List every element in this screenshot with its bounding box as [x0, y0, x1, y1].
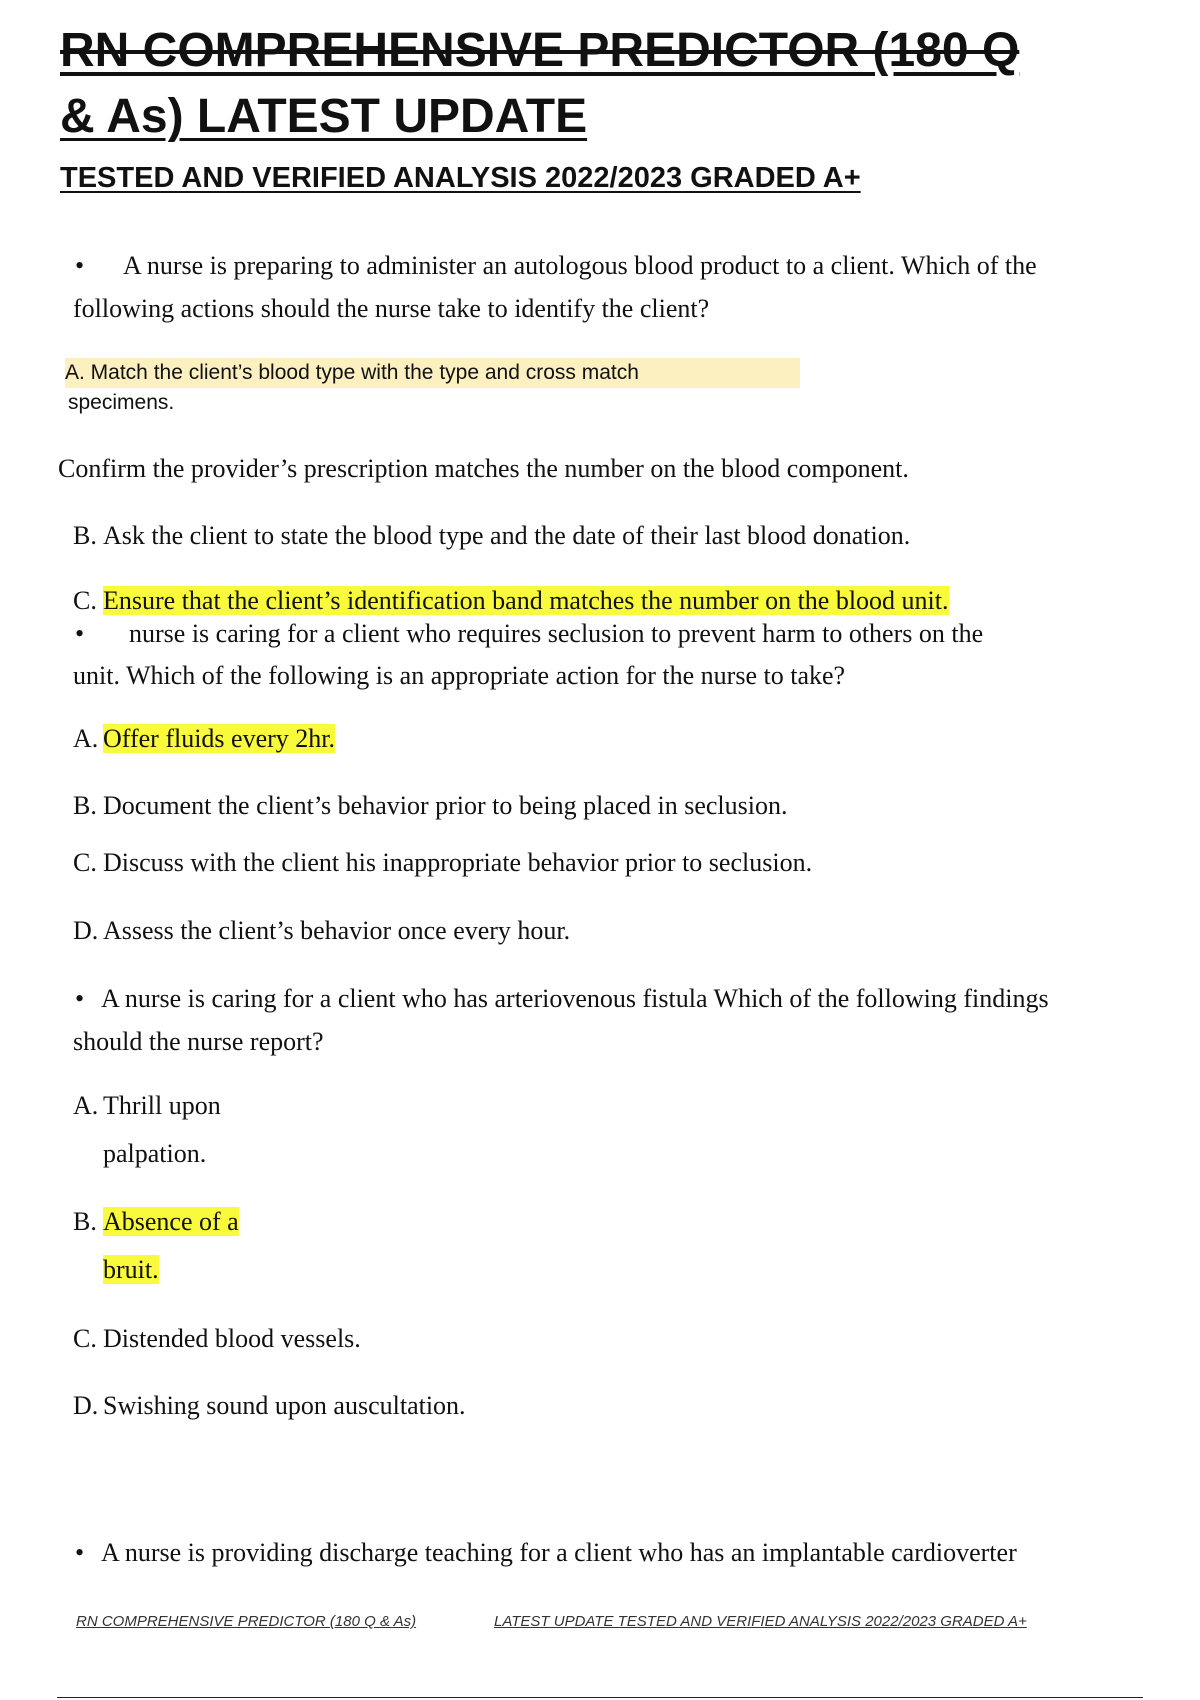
option-letter: D. [73, 916, 99, 945]
option-text: Assess the client’s behavior once every hour. [103, 916, 571, 945]
option-text-highlighted: Ensure that the client’s identification band matches the number on the blood unit. [103, 586, 949, 615]
option-letter: A. [73, 724, 99, 753]
question-1-extra-option: Confirm the provider’s prescription matches the number on the blood component. [58, 454, 909, 483]
question-2-option-c [73, 842, 812, 884]
option-letter: C. [73, 848, 97, 877]
question-1-option-a-line-1: A. Match the client’s blood type with the type and cross match [65, 358, 800, 388]
option-text: Document the client’s behavior prior to being placed in seclusion. [103, 791, 788, 820]
option-text: Swishing sound upon auscultation. [103, 1391, 466, 1420]
question-2-stem-line-1: nurse is caring for a client who requires seclusion to prevent harm to others on the [129, 619, 984, 648]
question-3-stem [75, 978, 1175, 1020]
question-3-stem-line-2: should the nurse report? [73, 1027, 324, 1056]
document-title-line-2: & As) LATEST UPDATE [60, 90, 588, 143]
bullet-icon: • [75, 251, 85, 280]
document-subtitle: TESTED AND VERIFIED ANALYSIS 2022/2023 GRADED A+ [60, 162, 861, 194]
option-text-highlighted: Offer fluids every 2hr. [103, 724, 336, 753]
document-title-line-1: RN COMPREHENSIVE PREDICTOR (180 Q [60, 24, 1020, 77]
option-text-highlighted-line-2: bruit. [103, 1255, 159, 1284]
question-1-option-a [65, 358, 800, 388]
option-letter: C. [73, 586, 97, 615]
page-bottom-rule [57, 1697, 1143, 1698]
option-letter: C. [73, 1324, 97, 1353]
option-text: Discuss with the client his inappropriate behavior prior to seclusion. [103, 848, 813, 877]
option-letter: D. [73, 1391, 99, 1420]
question-3-option-a-line-2: palpation. [103, 1139, 207, 1168]
footer-right-text: LATEST UPDATE TESTED AND VERIFIED ANALYSIS 2022/2023 GRADED A+ [494, 1613, 1027, 1630]
question-1-stem-line-1: A nurse is preparing to administer an autologous blood product to a client. Which of the [123, 251, 1037, 280]
option-letter: A. [73, 1091, 99, 1120]
option-text-highlighted-line-1: Absence of a [103, 1207, 239, 1236]
question-2-option-b [73, 785, 787, 827]
question-4-stem-line-1: A nurse is providing discharge teaching for a client who has an implantable cardioverter [101, 1538, 1017, 1567]
question-3-stem-line-1: A nurse is caring for a client who has arteriovenous fistula Which of the following findings [101, 984, 1049, 1013]
question-1-stem-line-2: following actions should the nurse take to identify the client? [73, 294, 710, 323]
question-2-option-a [73, 718, 335, 760]
question-3-option-d [73, 1385, 466, 1427]
bullet-icon: • [75, 984, 85, 1013]
option-letter: B. [73, 521, 97, 550]
option-text-line-1: Thrill upon [103, 1091, 221, 1120]
question-3-option-b-line-2 [103, 1249, 159, 1291]
footer-left-text: RN COMPREHENSIVE PREDICTOR (180 Q & As) [76, 1613, 417, 1630]
question-2-stem [75, 613, 1155, 655]
question-1-option-a-line-2: specimens. [68, 391, 175, 414]
question-2-stem-line-2: unit. Which of the following is an appropriate action for the nurse to take? [73, 661, 846, 690]
question-1-option-b [73, 515, 910, 557]
bullet-icon: • [75, 1538, 85, 1567]
option-text: Distended blood vessels. [103, 1324, 361, 1353]
option-text: Ask the client to state the blood type and the date of their last blood donation. [103, 521, 911, 550]
question-2-option-d [73, 910, 570, 952]
question-3-option-c [73, 1318, 361, 1360]
option-letter: B. [73, 791, 97, 820]
question-1-stem [75, 245, 1155, 287]
question-3-option-b [73, 1201, 239, 1243]
question-4-stem [75, 1532, 1175, 1574]
bullet-icon: • [75, 619, 85, 648]
option-letter: B. [73, 1207, 97, 1236]
question-3-option-a [73, 1085, 221, 1127]
